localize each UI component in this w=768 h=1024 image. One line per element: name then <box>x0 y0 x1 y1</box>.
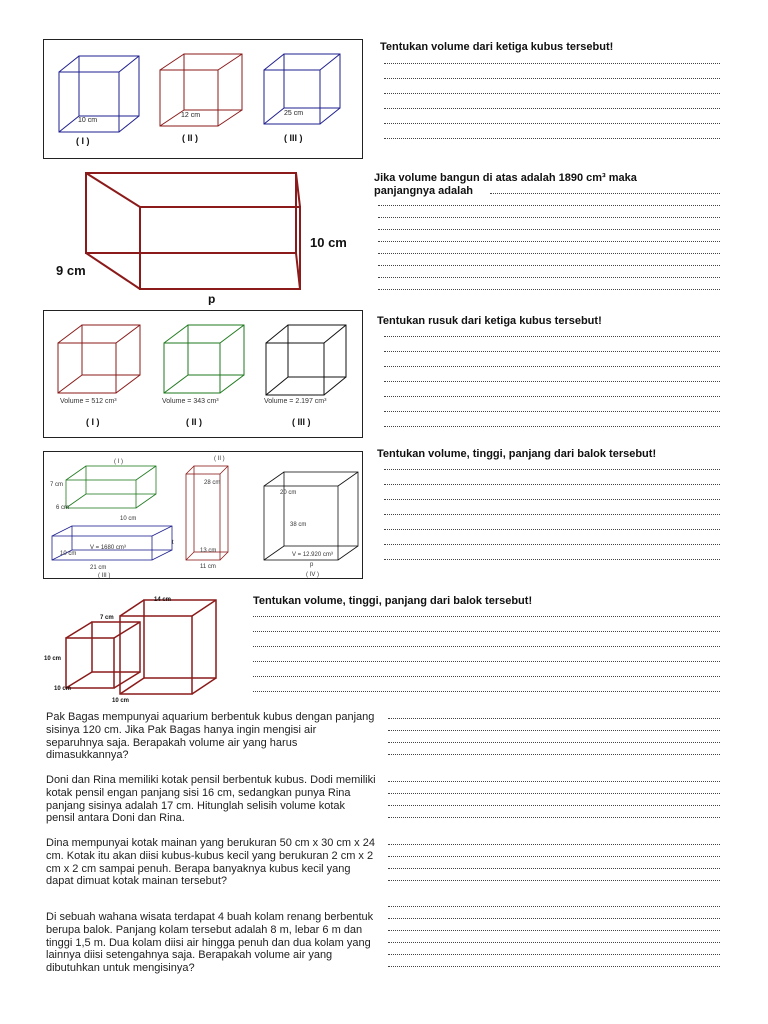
fig3-length: 21 cm <box>90 565 107 571</box>
cube-2-label: ( II ) <box>182 133 198 143</box>
fig4-height: 38 cm <box>290 522 307 528</box>
answer-line[interactable] <box>388 953 720 955</box>
answer-line[interactable] <box>384 528 720 530</box>
cube-1-label: ( I ) <box>76 136 90 146</box>
answer-line[interactable] <box>253 645 720 647</box>
answer-line[interactable] <box>384 380 720 382</box>
cube-3-label: ( III ) <box>292 417 311 427</box>
prism-diagram <box>48 165 368 305</box>
answer-line[interactable] <box>384 513 720 515</box>
cube-1-volume: Volume = 512 cm³ <box>60 398 117 405</box>
dim-top: 14 cm <box>154 597 172 603</box>
fig1-width: 6 cm <box>56 505 70 511</box>
cube-3-volume: Volume = 2.197 cm³ <box>264 398 327 405</box>
answer-line[interactable] <box>388 804 720 806</box>
cube-figure-box-1 <box>43 39 363 159</box>
question-3: Tentukan rusuk dari ketiga kubus tersebut! <box>377 315 602 327</box>
answer-line[interactable] <box>378 264 720 266</box>
answer-line[interactable] <box>490 192 720 194</box>
prism-figure-box-4 <box>43 451 363 579</box>
answer-line[interactable] <box>378 276 720 278</box>
fig3-label: ( III ) <box>98 573 111 578</box>
answer-line[interactable] <box>384 468 720 470</box>
fig4-label: ( IV ) <box>306 572 319 578</box>
cube-1 <box>59 56 139 132</box>
answer-line[interactable] <box>384 543 720 545</box>
answer-line[interactable] <box>378 216 720 218</box>
answer-line[interactable] <box>253 615 720 617</box>
answer-line[interactable] <box>384 425 720 427</box>
answer-line[interactable] <box>388 941 720 943</box>
answer-line[interactable] <box>388 741 720 743</box>
answer-line[interactable] <box>388 717 720 719</box>
fig2-width: 13 cm <box>200 548 217 554</box>
answer-line[interactable] <box>253 690 720 692</box>
cubes-volume-diagram <box>44 311 362 437</box>
cubes-diagram <box>44 40 362 158</box>
question-2-line1: Jika volume bangun di atas adalah 1890 cm³ maka <box>374 172 637 184</box>
cube-2-volume: Volume = 343 cm³ <box>162 398 219 405</box>
question-4: Tentukan volume, tinggi, panjang dari balok tersebut! <box>377 448 657 460</box>
question-5: Tentukan volume, tinggi, panjang dari balok tersebut! <box>253 595 533 607</box>
fig4-width: 20 cm <box>280 490 297 496</box>
fig4-length: p <box>310 562 314 568</box>
cube-3-label: ( III ) <box>284 133 303 143</box>
fig4-volume: V = 12.920 cm³ <box>292 552 333 558</box>
answer-line[interactable] <box>384 558 720 560</box>
answer-line[interactable] <box>384 498 720 500</box>
answer-line[interactable] <box>384 122 720 124</box>
answer-line[interactable] <box>388 816 720 818</box>
fig1-height: 7 cm <box>50 482 64 488</box>
problem-3: Dina mempunyai kotak mainan yang berukuran 50 cm x 30 cm x 24 cm. Kotak itu akan diisi kubus-kubus kecil yang berukuran 2 cm x 2 cm x 2 cm sampai penuh. Berapa banyaknya kubus kecil yang dapat dimuat kotak mainan tersebut? <box>46 837 375 888</box>
combined-prism-diagram <box>40 592 240 706</box>
answer-line[interactable] <box>384 77 720 79</box>
answer-line[interactable] <box>253 630 720 632</box>
answer-line[interactable] <box>384 92 720 94</box>
answer-line[interactable] <box>388 855 720 857</box>
dim-width: 10 cm <box>54 686 72 692</box>
dim-depth: 7 cm <box>100 615 114 621</box>
answer-line[interactable] <box>388 780 720 782</box>
answer-line[interactable] <box>388 879 720 881</box>
dim-height: 10 cm <box>44 656 62 662</box>
question-2 <box>374 172 704 198</box>
cube-1-label: ( I ) <box>86 417 100 427</box>
answer-line[interactable] <box>384 137 720 139</box>
cube-2-label: ( II ) <box>186 417 202 427</box>
answer-line[interactable] <box>384 350 720 352</box>
cube-3-dim: 25 cm <box>284 110 304 117</box>
cube-2 <box>160 54 242 126</box>
fig3-width: 10 cm <box>60 551 77 557</box>
fig1-label: ( I ) <box>114 459 123 465</box>
answer-line[interactable] <box>253 675 720 677</box>
fig2-height: 28 cm <box>204 480 221 486</box>
answer-line[interactable] <box>388 792 720 794</box>
answer-line[interactable] <box>378 204 720 206</box>
fig3-volume: V = 1680 cm³ <box>90 545 126 551</box>
answer-line[interactable] <box>388 929 720 931</box>
answer-line[interactable] <box>388 917 720 919</box>
cube-1-dim: 10 cm <box>78 117 98 124</box>
answer-line[interactable] <box>388 905 720 907</box>
problem-2: Doni dan Rina memiliki kotak pensil berbentuk kubus. Dodi memiliki kotak pensil engan panjang sisi 16 cm, sedangkan punya Rina panjang sisinya adalah 17 cm. Hitunglah selisih volume kotak pensil antara Doni dan Rina. <box>46 774 376 825</box>
fig2-length: 11 cm <box>200 564 216 570</box>
answer-line[interactable] <box>384 395 720 397</box>
cube-figure-box-3 <box>43 310 363 438</box>
answer-line[interactable] <box>388 965 720 967</box>
answer-line[interactable] <box>378 252 720 254</box>
prism-height: 10 cm <box>310 235 347 250</box>
answer-line[interactable] <box>388 867 720 869</box>
question-1: Tentukan volume dari ketiga kubus tersebut! <box>380 41 614 53</box>
answer-line[interactable] <box>378 288 720 290</box>
answer-line[interactable] <box>388 843 720 845</box>
problem-4: Di sebuah wahana wisata terdapat 4 buah kolam renang berbentuk berupa balok. Panjang kolam tersebut adalah 8 m, lebar 6 m dan tinggi 1,5 m. Dua kolam diisi air hingga penuh dan dua kolam yang lainnya diisi setengahnya saja. Berapakah volume air yang dibutuhkan untuk mengisinya? <box>46 911 374 975</box>
fig2-label: ( II ) <box>214 456 225 462</box>
answer-line[interactable] <box>388 753 720 755</box>
cube-2-dim: 12 cm <box>181 112 201 119</box>
prism-length: p <box>208 292 216 305</box>
answer-line[interactable] <box>384 483 720 485</box>
answer-line[interactable] <box>384 335 720 337</box>
fig1-length: 10 cm <box>120 516 137 522</box>
answer-line[interactable] <box>384 365 720 367</box>
answer-line[interactable] <box>384 62 720 64</box>
prism-width: 9 cm <box>56 263 86 278</box>
problem-1: Pak Bagas mempunyai aquarium berbentuk kubus dengan panjang sisinya 120 cm. Jika Pak Bagas hanya ingin mengisi air separuhnya saja. Berapakah volume air yang harus dimasukkannya? <box>46 711 375 762</box>
answer-line[interactable] <box>384 410 720 412</box>
dim-length: 10 cm <box>112 698 130 704</box>
answer-line[interactable] <box>378 240 720 242</box>
question-2-line2: panjangnya adalah <box>374 185 474 197</box>
answer-line[interactable] <box>378 228 720 230</box>
prisms-diagram <box>44 452 362 578</box>
fig3-height: t <box>172 540 174 546</box>
answer-line[interactable] <box>384 107 720 109</box>
answer-line[interactable] <box>253 660 720 662</box>
answer-line[interactable] <box>388 729 720 731</box>
